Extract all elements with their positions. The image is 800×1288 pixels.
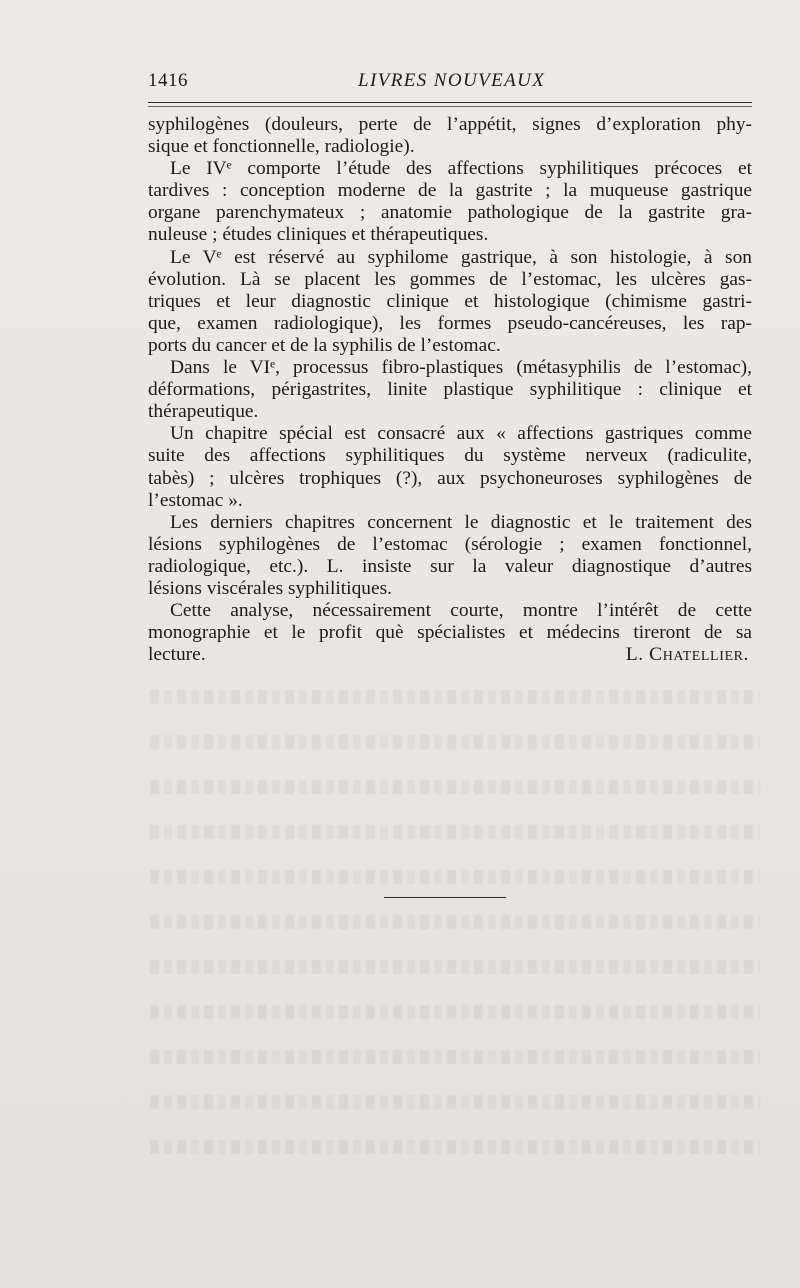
- text-line: tardives : conception moderne de la gastrite ; la muqueuse gastrique: [148, 180, 752, 202]
- text-line: déformations, périgastrites, linite plastique syphilitique : clinique et: [148, 379, 752, 401]
- bleed-through-texture: [150, 1005, 760, 1019]
- text-line: l’estomac ».: [148, 489, 243, 511]
- text-line: sique et fonctionnelle, radiologie).: [148, 136, 415, 158]
- text-line: que, examen radiologique), les formes pseudo-cancéreuses, les rap-: [148, 312, 752, 334]
- bleed-through-texture: [150, 780, 760, 794]
- header-rule: [148, 102, 752, 103]
- text-line: suite des affections syphilitiques du système nerveux (radiculite,: [148, 445, 752, 467]
- text-line: monographie et le profit què spécialistes et médecins tireront de sa: [148, 622, 752, 644]
- text-line: nuleuse ; études cliniques et thérapeutiques.: [148, 224, 489, 246]
- bleed-through-texture: [150, 1095, 760, 1109]
- text-line: ports du cancer et de la syphilis de l’estomac.: [148, 334, 501, 356]
- bleed-through-texture: [150, 915, 760, 929]
- text-line: lecture.: [148, 644, 206, 666]
- text-line: syphilogènes (douleurs, perte de l’appétit, signes d’exploration phy-: [148, 114, 752, 135]
- bleed-through-texture: [150, 1050, 760, 1064]
- text-line: Dans le VIᵉ, processus fibro-plastiques (métasyphilis de l’estomac),: [170, 357, 752, 379]
- text-line: thérapeutique.: [148, 401, 259, 423]
- author-signature: L. Chatellier.: [625, 644, 749, 666]
- bleed-through-texture: [150, 735, 760, 749]
- text-line: Le IVᵉ comporte l’étude des affections syphilitiques précoces et: [170, 158, 752, 180]
- text-line: Le Vᵉ est réservé au syphilome gastrique, à son histologie, à son: [170, 246, 752, 268]
- page-header: [148, 70, 752, 96]
- closing-line: [148, 644, 752, 666]
- page-number: 1416: [148, 70, 188, 91]
- bleed-through-texture: [150, 825, 760, 839]
- running-title: LIVRES NOUVEAUX: [358, 70, 546, 91]
- text-line: évolution. Là se placent les gommes de l’estomac, les ulcères gas-: [148, 268, 752, 290]
- text-line: organe parenchymateux ; anatomie pathologique de la gastrite gra-: [148, 202, 752, 224]
- text-line: Les derniers chapitres concernent le diagnostic et le traitement des: [170, 511, 752, 533]
- header-rule-thin: [148, 106, 752, 107]
- bleed-through-texture: [150, 1140, 760, 1154]
- article-body: [148, 114, 752, 666]
- text-line: Un chapitre spécial est consacré aux « affections gastriques comme: [170, 423, 752, 445]
- bleed-through-texture: [150, 690, 760, 704]
- bleed-through-texture: [150, 960, 760, 974]
- text-line: triques et leur diagnostic clinique et histologique (chimisme gastri-: [148, 290, 752, 312]
- text-line: tabès) ; ulcères trophiques (?), aux psychoneuroses syphilogènes de: [148, 467, 752, 489]
- end-rule: [384, 897, 506, 898]
- text-line: radiologique, etc.). L. insiste sur la valeur diagnostique d’autres: [148, 555, 752, 577]
- text-line: lésions syphilogènes de l’estomac (sérologie ; examen fonctionnel,: [148, 533, 752, 555]
- bleed-through-texture: [150, 870, 760, 884]
- text-line: Cette analyse, nécessairement courte, montre l’intérêt de cette: [170, 600, 752, 622]
- text-line: lésions viscérales syphilitiques.: [148, 577, 392, 599]
